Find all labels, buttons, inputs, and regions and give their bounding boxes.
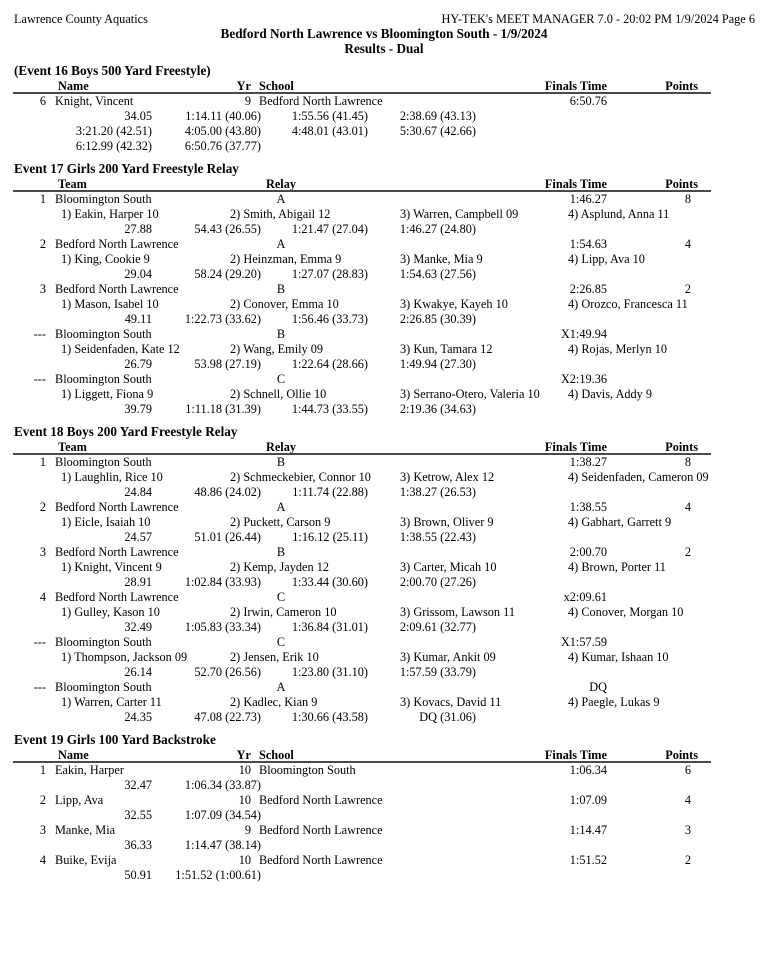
finals-time: 6:50.76: [569, 94, 607, 108]
split-time: 1:11.18 (31.39): [185, 402, 261, 416]
split-time: 2:19.36 (34.63): [399, 402, 476, 416]
result-row: [0, 635, 768, 650]
team-name: Bloomington South: [55, 372, 152, 386]
points: 2: [684, 282, 691, 296]
split-time: 1:22.73 (33.62): [184, 312, 261, 326]
column-header-finals-time: Finals Time: [544, 748, 607, 762]
place: 3: [39, 823, 46, 837]
swimmer-name: Eakin, Harper: [55, 763, 124, 777]
year: 10: [238, 793, 251, 807]
team-name: Bedford North Lawrence: [55, 237, 179, 251]
split-time: 24.57: [124, 530, 152, 544]
splits-row: [0, 357, 768, 372]
finals-time: 1:54.63: [569, 237, 607, 251]
place: 3: [39, 282, 46, 296]
team-name: Bedford North Lawrence: [55, 590, 179, 604]
split-time: 1:38.27 (26.53): [399, 485, 476, 499]
place: 4: [39, 590, 46, 604]
place: 2: [39, 237, 46, 251]
event-title: (Event 16 Boys 500 Yard Freestyle): [14, 63, 211, 78]
relay-swimmer: 1) Eicle, Isaiah 10: [61, 515, 151, 529]
finals-time: X1:49.94: [560, 327, 607, 341]
event-section: [0, 424, 768, 725]
split-time: 32.47: [124, 778, 152, 792]
column-header-yr: Yr: [236, 79, 251, 93]
relay-swimmer: 3) Kun, Tamara 12: [400, 342, 493, 356]
column-header-row: [0, 79, 768, 94]
result-row: [0, 500, 768, 515]
relay-swimmers-row: [0, 387, 768, 402]
splits-row: [0, 267, 768, 282]
relay-swimmers-row: [0, 695, 768, 710]
relay-letter: B: [276, 455, 286, 469]
swimmer-name: Buike, Evija: [55, 853, 117, 867]
split-time: 1:46.27 (24.80): [399, 222, 476, 236]
team-name: Bloomington South: [55, 455, 152, 469]
relay-swimmer: 1) Eakin, Harper 10: [61, 207, 159, 221]
event-section: [0, 161, 768, 417]
relay-swimmer: 2) Kadlec, Kian 9: [230, 695, 318, 709]
splits-row: [0, 222, 768, 237]
place: 1: [39, 455, 46, 469]
split-time: 1:11.74 (22.88): [292, 485, 368, 499]
place: 4: [39, 853, 46, 867]
split-time: 1:14.11 (40.06): [185, 109, 261, 123]
splits-row: [0, 575, 768, 590]
relay-swimmers-row: [0, 650, 768, 665]
split-time: 1:07.09 (34.54): [184, 808, 261, 822]
relay-swimmer: 1) Thompson, Jackson 09: [61, 650, 188, 664]
place: 2: [39, 793, 46, 807]
split-time: 32.55: [124, 808, 152, 822]
split-time: 1:49.94 (27.30): [399, 357, 476, 371]
split-time: 5:30.67 (42.66): [399, 124, 476, 138]
finals-time: X1:57.59: [560, 635, 607, 649]
finals-time: DQ: [589, 680, 607, 694]
team-name: Bedford North Lawrence: [55, 545, 179, 559]
team-name: Bedford North Lawrence: [55, 282, 179, 296]
split-time: 1:30.66 (43.58): [291, 710, 368, 724]
relay-letter: C: [276, 372, 286, 386]
place: 2: [39, 500, 46, 514]
result-row: [0, 853, 768, 868]
split-time: 2:00.70 (27.26): [399, 575, 476, 589]
relay-swimmer: 3) Kovacs, David 11: [400, 695, 502, 709]
split-time: 26.14: [124, 665, 152, 679]
event-section: [0, 63, 768, 154]
relay-letter: A: [276, 192, 286, 206]
relay-swimmer: 2) Irwin, Cameron 10: [230, 605, 337, 619]
relay-swimmer: 1) Warren, Carter 11: [61, 695, 162, 709]
split-time: 1:36.84 (31.01): [291, 620, 368, 634]
split-time: 1:38.55 (22.43): [399, 530, 476, 544]
result-row: [0, 763, 768, 778]
split-time: 2:09.61 (32.77): [399, 620, 476, 634]
split-time: 36.33: [124, 838, 152, 852]
finals-time: x2:09.61: [563, 590, 607, 604]
relay-letter: B: [276, 327, 286, 341]
relay-swimmer: 3) Serrano-Otero, Valeria 10: [400, 387, 540, 401]
event-title: Event 19 Girls 100 Yard Backstroke: [14, 732, 216, 747]
split-time: 1:02.84 (33.93): [184, 575, 261, 589]
splits-row: [0, 710, 768, 725]
relay-swimmer: 2) Heinzman, Emma 9: [230, 252, 342, 266]
split-time: 48.86 (24.02): [194, 485, 261, 499]
finals-time: X2:19.36: [560, 372, 607, 386]
report-type: Results - Dual: [344, 41, 424, 56]
relay-swimmers-row: [0, 207, 768, 222]
splits-row: [0, 808, 768, 823]
splits-row: [0, 312, 768, 327]
splits-row: [0, 124, 768, 139]
split-time: 3:21.20 (42.51): [75, 124, 152, 138]
split-time: 1:27.07 (28.83): [291, 267, 368, 281]
split-time: 27.88: [124, 222, 152, 236]
column-header-points: Points: [665, 79, 698, 93]
relay-swimmers-row: [0, 605, 768, 620]
column-header-finals-time: Finals Time: [544, 440, 607, 454]
event-section: [0, 732, 768, 883]
swimmer-name: Knight, Vincent: [55, 94, 134, 108]
result-row: [0, 590, 768, 605]
place: ---: [33, 327, 46, 341]
result-row: [0, 455, 768, 470]
split-time: 39.79: [124, 402, 152, 416]
split-time: 1:54.63 (27.56): [399, 267, 476, 281]
page-header: [0, 12, 768, 26]
relay-swimmer: 1) Laughlin, Rice 10: [61, 470, 163, 484]
relay-letter: B: [276, 282, 286, 296]
relay-swimmer: 2) Wang, Emily 09: [230, 342, 324, 356]
relay-swimmers-row: [0, 297, 768, 312]
place: ---: [33, 372, 46, 386]
split-time: 28.91: [124, 575, 152, 589]
team-name: Bloomington South: [55, 680, 152, 694]
relay-swimmers-row: [0, 252, 768, 267]
splits-row: [0, 838, 768, 853]
points: 4: [684, 237, 691, 251]
relay-swimmer: 1) Mason, Isabel 10: [61, 297, 159, 311]
relay-swimmer: 2) Puckett, Carson 9: [230, 515, 331, 529]
relay-swimmer: 4) Davis, Addy 9: [568, 387, 653, 401]
relay-swimmer: 3) Brown, Oliver 9: [400, 515, 494, 529]
column-header-finals-time: Finals Time: [544, 177, 607, 191]
relay-swimmer: 4) Brown, Porter 11: [568, 560, 666, 574]
splits-row: [0, 402, 768, 417]
finals-time: 2:00.70: [569, 545, 607, 559]
column-header-school: School: [259, 79, 294, 93]
relay-swimmer: 2) Schnell, Ollie 10: [230, 387, 327, 401]
split-time: 1:16.12 (25.11): [292, 530, 368, 544]
place: 1: [39, 763, 46, 777]
relay-swimmer: 1) Gulley, Kason 10: [61, 605, 160, 619]
relay-swimmer: 1) Liggett, Fiona 9: [61, 387, 154, 401]
relay-swimmer: 3) Manke, Mia 9: [400, 252, 483, 266]
relay-swimmer: 4) Orozco, Francesca 11: [568, 297, 688, 311]
splits-row: [0, 139, 768, 154]
finals-time: 1:07.09: [569, 793, 607, 807]
swimmer-name: Lipp, Ava: [55, 793, 104, 807]
school: Bedford North Lawrence: [259, 94, 383, 108]
results-body: [0, 63, 768, 883]
split-time: 1:33.44 (30.60): [291, 575, 368, 589]
result-row: [0, 237, 768, 252]
split-time: 51.01 (26.44): [194, 530, 261, 544]
school: Bloomington South: [259, 763, 356, 777]
column-header-row: [0, 748, 768, 763]
points: 3: [684, 823, 691, 837]
relay-swimmer: 1) King, Cookie 9: [61, 252, 150, 266]
relay-swimmers-row: [0, 342, 768, 357]
relay-letter: A: [276, 680, 286, 694]
year: 9: [244, 94, 251, 108]
meet-manager-line: HY-TEK's MEET MANAGER 7.0 - 20:02 PM 1/9/2024 Page 6: [441, 12, 755, 26]
split-time: 32.49: [124, 620, 152, 634]
year: 10: [238, 853, 251, 867]
relay-swimmers-row: [0, 470, 768, 485]
split-time: 54.43 (26.55): [194, 222, 261, 236]
split-time: 2:38.69 (43.13): [399, 109, 476, 123]
splits-row: [0, 665, 768, 680]
split-time: 4:48.01 (43.01): [291, 124, 368, 138]
split-time: 47.08 (22.73): [194, 710, 261, 724]
finals-time: 1:06.34: [569, 763, 607, 777]
split-time: 1:56.46 (33.73): [291, 312, 368, 326]
relay-swimmer: 4) Gabhart, Garrett 9: [568, 515, 672, 529]
relay-swimmer: 4) Asplund, Anna 11: [568, 207, 670, 221]
year: 9: [244, 823, 251, 837]
split-time: 53.98 (27.19): [194, 357, 261, 371]
split-time: 1:22.64 (28.66): [291, 357, 368, 371]
relay-swimmer: 4) Kumar, Ishaan 10: [568, 650, 669, 664]
school: Bedford North Lawrence: [259, 823, 383, 837]
split-time: 24.84: [124, 485, 152, 499]
result-row: [0, 94, 768, 109]
relay-swimmer: 4) Paegle, Lukas 9: [568, 695, 660, 709]
split-time: 1:14.47 (38.14): [184, 838, 261, 852]
split-time: 1:06.34 (33.87): [184, 778, 261, 792]
relay-swimmer: 3) Kumar, Ankit 09: [400, 650, 496, 664]
relay-swimmer: 2) Kemp, Jayden 12: [230, 560, 330, 574]
relay-swimmer: 2) Jensen, Erik 10: [230, 650, 319, 664]
column-header-name: Name: [58, 748, 89, 762]
relay-swimmer: 1) Knight, Vincent 9: [61, 560, 162, 574]
column-header-name: Name: [58, 79, 89, 93]
team-name: Bedford North Lawrence: [55, 500, 179, 514]
school: Bedford North Lawrence: [259, 793, 383, 807]
year: 10: [238, 763, 251, 777]
splits-row: [0, 620, 768, 635]
split-time: 1:23.80 (31.10): [291, 665, 368, 679]
split-time: 50.91: [124, 868, 152, 882]
relay-swimmer: 2) Schmeckebier, Connor 10: [230, 470, 371, 484]
relay-swimmer: 1) Seidenfaden, Kate 12: [61, 342, 180, 356]
relay-swimmer: 4) Lipp, Ava 10: [568, 252, 645, 266]
place: 6: [39, 94, 46, 108]
points: 2: [684, 853, 691, 867]
column-header-relay: Relay: [265, 177, 297, 191]
split-time: 34.05: [124, 109, 152, 123]
relay-letter: A: [276, 237, 286, 251]
relay-swimmer: 2) Smith, Abigail 12: [230, 207, 331, 221]
points: 8: [684, 455, 691, 469]
facility-name: Lawrence County Aquatics: [14, 12, 148, 26]
result-row: [0, 282, 768, 297]
split-time: 1:55.56 (41.45): [291, 109, 368, 123]
meet-title: Bedford North Lawrence vs Bloomington South - 1/9/2024: [220, 26, 548, 41]
result-row: [0, 680, 768, 695]
result-row: [0, 327, 768, 342]
relay-swimmer: 3) Kwakye, Kayeh 10: [400, 297, 508, 311]
split-time: 2:26.85 (30.39): [399, 312, 476, 326]
relay-letter: C: [276, 590, 286, 604]
column-header-team: Team: [58, 177, 87, 191]
points: 4: [684, 500, 691, 514]
relay-swimmer: 4) Seidenfaden, Cameron 09: [568, 470, 709, 484]
splits-row: [0, 530, 768, 545]
relay-swimmer: 4) Conover, Morgan 10: [568, 605, 684, 619]
split-time: 52.70 (26.56): [194, 665, 261, 679]
finals-time: 1:46.27: [569, 192, 607, 206]
split-time: DQ (31.06): [419, 710, 476, 724]
result-row: [0, 192, 768, 207]
split-time: 1:57.59 (33.79): [399, 665, 476, 679]
finals-time: 1:38.27: [569, 455, 607, 469]
result-row: [0, 793, 768, 808]
column-header-row: [0, 177, 768, 192]
column-header-points: Points: [665, 177, 698, 191]
splits-row: [0, 485, 768, 500]
split-time: 6:12.99 (42.32): [75, 139, 152, 153]
result-row: [0, 545, 768, 560]
split-time: 58.24 (29.20): [194, 267, 261, 281]
relay-swimmers-row: [0, 515, 768, 530]
finals-time: 1:51.52: [569, 853, 607, 867]
swimmer-name: Manke, Mia: [55, 823, 116, 837]
points: 4: [684, 793, 691, 807]
split-time: 1:44.73 (33.55): [291, 402, 368, 416]
relay-swimmer: 2) Conover, Emma 10: [230, 297, 339, 311]
result-row: [0, 823, 768, 838]
split-time: 26.79: [124, 357, 152, 371]
split-time: 49.11: [124, 312, 152, 326]
relay-swimmer: 3) Carter, Micah 10: [400, 560, 497, 574]
column-header-points: Points: [665, 748, 698, 762]
points: 8: [684, 192, 691, 206]
split-time: 1:05.83 (33.34): [184, 620, 261, 634]
column-header-team: Team: [58, 440, 87, 454]
place: ---: [33, 680, 46, 694]
split-time: 1:21.47 (27.04): [291, 222, 368, 236]
event-title: Event 18 Boys 200 Yard Freestyle Relay: [14, 424, 238, 439]
team-name: Bloomington South: [55, 635, 152, 649]
split-time: 24.35: [124, 710, 152, 724]
split-time: 29.04: [124, 267, 152, 281]
relay-swimmer: 4) Rojas, Merlyn 10: [568, 342, 668, 356]
finals-time: 1:38.55: [569, 500, 607, 514]
split-time: 6:50.76 (37.77): [184, 139, 261, 153]
result-row: [0, 372, 768, 387]
points: 6: [684, 763, 691, 777]
points: 2: [684, 545, 691, 559]
relay-letter: C: [276, 635, 286, 649]
relay-letter: A: [276, 500, 286, 514]
relay-swimmer: 3) Warren, Campbell 09: [400, 207, 519, 221]
column-header-yr: Yr: [236, 748, 251, 762]
relay-swimmer: 3) Ketrow, Alex 12: [400, 470, 495, 484]
column-header-row: [0, 440, 768, 455]
splits-row: [0, 868, 768, 883]
relay-swimmer: 3) Grissom, Lawson 11: [400, 605, 515, 619]
team-name: Bloomington South: [55, 327, 152, 341]
place: ---: [33, 635, 46, 649]
column-header-points: Points: [665, 440, 698, 454]
relay-swimmers-row: [0, 560, 768, 575]
splits-row: [0, 778, 768, 793]
finals-time: 2:26.85: [569, 282, 607, 296]
finals-time: 1:14.47: [569, 823, 607, 837]
school: Bedford North Lawrence: [259, 853, 383, 867]
place: 3: [39, 545, 46, 559]
split-time: 4:05.00 (43.80): [184, 124, 261, 138]
splits-row: [0, 109, 768, 124]
relay-letter: B: [276, 545, 286, 559]
place: 1: [39, 192, 46, 206]
column-header-school: School: [259, 748, 294, 762]
split-time: 1:51.52 (1:00.61): [175, 868, 261, 882]
event-title: Event 17 Girls 200 Yard Freestyle Relay: [14, 161, 239, 176]
column-header-relay: Relay: [265, 440, 297, 454]
team-name: Bloomington South: [55, 192, 152, 206]
column-header-finals-time: Finals Time: [544, 79, 607, 93]
